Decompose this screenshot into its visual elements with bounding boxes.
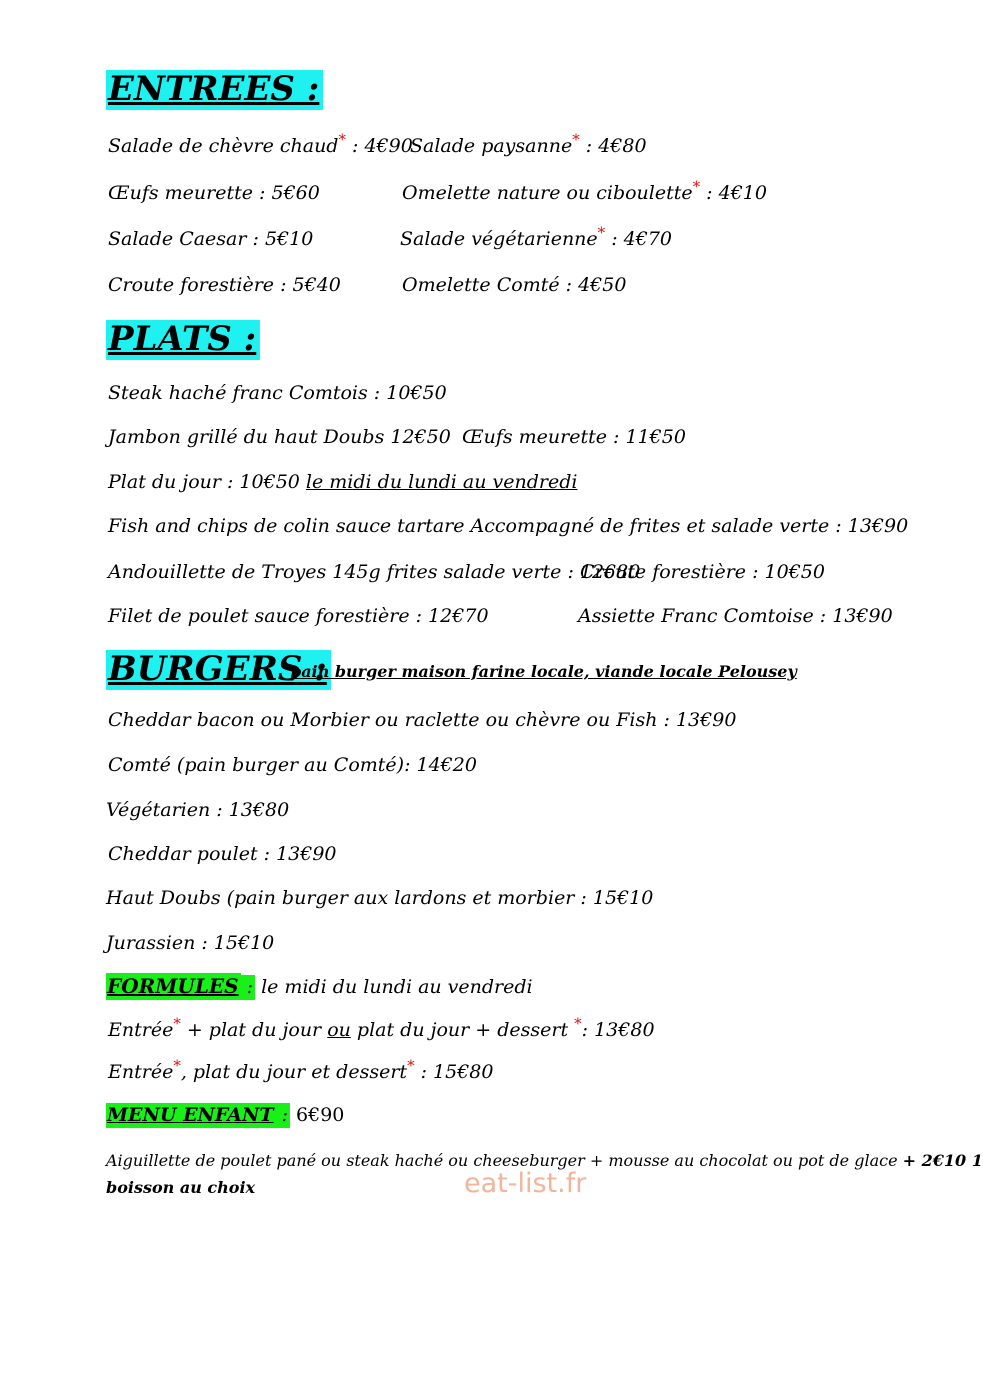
star-icon: * — [173, 1056, 181, 1075]
formules-line — [106, 974, 533, 999]
enfant-extra: + 2€10 1 — [902, 1151, 983, 1170]
plat-item: Filet de poulet sauce forestière : 12€70 — [108, 605, 489, 627]
burger-item: Comté (pain burger au Comté): 14€20 — [108, 754, 477, 776]
plat-text: Plat du jour : 10€50 — [108, 471, 306, 493]
entree-price: : 4€10 — [700, 182, 767, 204]
formules-note: le midi du lundi au vendredi — [255, 976, 533, 998]
burger-item: Cheddar poulet : 13€90 — [108, 843, 337, 865]
star-icon: * — [173, 1014, 181, 1033]
formule-text: Entrée — [108, 1019, 174, 1041]
entree-name: Salade paysanne — [410, 135, 573, 157]
formules-heading: FORMULES — [107, 974, 239, 998]
formule-ou: ou — [327, 1019, 351, 1041]
entree-item — [402, 177, 767, 205]
burger-item: Haut Doubs (pain burger aux lardons et morbier : 15€10 — [106, 887, 654, 909]
plats-heading: PLATS : — [106, 320, 260, 360]
plat-item: Steak haché franc Comtois : 10€50 — [108, 382, 447, 404]
entree-price: : 4€80 — [579, 135, 647, 157]
enfant-desc-text: Aiguillette de poulet pané ou steak haché ou cheeseburger + mousse au chocolat ou pot de glace — [106, 1151, 903, 1170]
entree-name: Salade végétarienne — [400, 228, 598, 250]
entree-price: : 4€90 — [345, 135, 413, 157]
formules-colon: : — [240, 976, 254, 998]
formule-text: , plat du jour et dessert — [180, 1061, 408, 1083]
enfant-price: 6€90 — [290, 1104, 345, 1126]
star-icon: * — [574, 1014, 582, 1033]
entree-item — [400, 223, 673, 251]
star-icon: * — [572, 130, 580, 149]
formule-text: Entrée — [108, 1061, 174, 1083]
entree-price: : 5€10 — [246, 228, 314, 250]
enfant-line — [106, 1103, 344, 1127]
star-icon: * — [692, 177, 701, 196]
burger-item: Végétarien : 13€80 — [106, 799, 290, 821]
formule-text: + plat du jour — [180, 1019, 328, 1041]
entree-name: Omelette Comté — [402, 274, 560, 296]
plat-item: Jambon grillé du haut Doubs 12€50 — [108, 426, 451, 448]
formule-price: : 15€80 — [414, 1061, 494, 1083]
formule-price: : 13€80 — [581, 1019, 655, 1041]
plat-item: Croute forestière : 10€50 — [580, 561, 825, 583]
plat-item — [108, 470, 577, 494]
entree-item — [410, 130, 647, 158]
burger-item: Cheddar bacon ou Morbier ou raclette ou chèvre ou Fish : 13€90 — [108, 709, 737, 731]
enfant-heading: MENU ENFANT — [107, 1104, 274, 1126]
plat-note: le midi du lundi au vendredi — [305, 471, 578, 493]
plat-item: Assiette Franc Comtoise : 13€90 — [578, 605, 893, 627]
star-icon: * — [407, 1056, 415, 1075]
entree-item — [108, 227, 313, 251]
entree-price: : 5€60 — [253, 182, 320, 204]
burgers-subtitle: pain burger maison farine locale, viande locale Pelousey — [290, 662, 797, 681]
plat-item: Andouillette de Troyes 145g frites salade verte : 12€80 — [108, 561, 641, 583]
entree-price: : 5€40 — [274, 274, 341, 296]
formule-item — [108, 1056, 494, 1084]
enfant-colon: : — [275, 1104, 288, 1126]
entree-item — [108, 181, 320, 205]
entree-name: Omelette nature ou ciboulette — [402, 182, 693, 204]
entree-name: Croute forestière — [108, 274, 275, 296]
entree-item — [108, 273, 341, 297]
star-icon: * — [338, 130, 346, 149]
burgers-heading: BURGERS : — [106, 650, 331, 690]
entree-name: Salade Caesar — [108, 228, 247, 250]
star-icon: * — [597, 223, 606, 242]
entree-item — [108, 130, 413, 158]
plat-item: Œufs meurette : 11€50 — [462, 426, 686, 448]
entree-name: Œufs meurette — [108, 182, 254, 204]
entree-price: : 4€50 — [559, 274, 627, 296]
formule-text: plat du jour + dessert — [350, 1019, 575, 1041]
entree-name: Salade de chèvre chaud — [108, 135, 339, 157]
entree-price: : 4€70 — [605, 228, 673, 250]
plat-item: Fish and chips de colin sauce tartare Accompagné de frites et salade verte : 13€90 — [108, 515, 909, 537]
watermark: eat-list.fr — [464, 1168, 587, 1199]
formule-item — [108, 1014, 655, 1042]
enfant-extra-2: boisson au choix — [106, 1178, 256, 1197]
entrees-heading: ENTREES : — [106, 70, 323, 110]
entree-item — [402, 273, 626, 297]
burger-item: Jurassien : 15€10 — [106, 932, 275, 954]
